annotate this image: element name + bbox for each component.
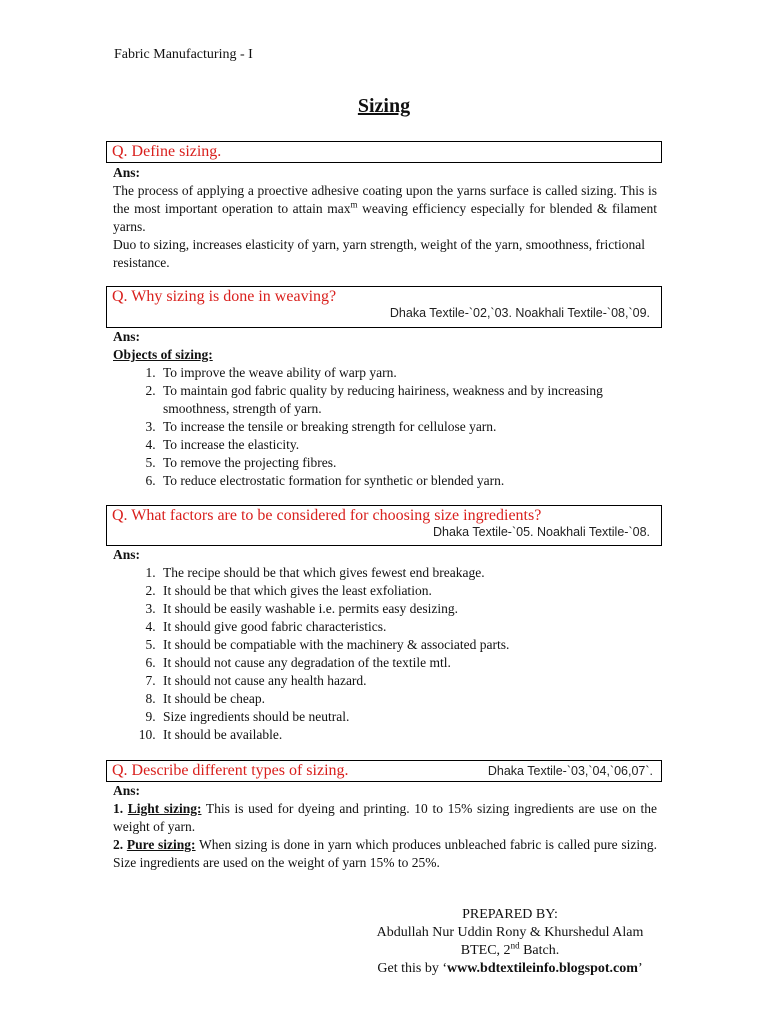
list-item: 6. It should not cause any degradation of the textile mtl. [159,654,657,672]
list-item: 3. It should be easily washable i.e. permits easy desizing. [159,600,657,618]
batch-superscript: nd [510,940,520,951]
definition-text-b: weaving efficiency especially for blended & filament yarns. [113,201,657,234]
question-why-sizing: Q. Why sizing is done in weaving? [112,288,337,305]
list-item: 5. To remove the projecting fibres. [159,454,657,472]
ans-label: Ans: [113,165,141,180]
list-item: 2. To maintain god fabric quality by reducing hairiness, weakness and by increasing smoothness, strength of yarn. [159,382,657,418]
answer-define-sizing [113,164,657,272]
answer-size-ingredients [113,546,657,744]
list-item: 8. It should be cheap. [159,690,657,708]
question-box-size-ingredients [106,505,662,546]
pure-sizing-text: When sizing is done in yarn which produces unbleached fabric is called pure sizing. Size ingredients are used on the weight of yarn 15% to 25%. [113,837,658,870]
item-number: 1. [113,801,124,816]
list-item: 1. To improve the weave ability of warp yarn. [159,364,657,382]
answer-types-of-sizing [113,782,657,872]
prepared-by-footer [340,906,680,978]
objects-list [113,364,657,490]
ans-label: Ans: [113,547,141,562]
question-box-why-sizing [106,286,662,328]
definition-superscript: m [350,199,358,210]
objects-subheading: Objects of sizing: [113,347,213,362]
batch-text-b: Batch. [519,943,560,958]
source-prefix: Get this by ‘ [377,961,447,976]
list-item: 4. To increase the elasticity. [159,436,657,454]
list-item: 7. It should not cause any health hazard. [159,672,657,690]
definition-text-a: The process of applying a proective adhesive coating upon the yarns surface is called sizing. This is the most important operation to attain max [113,183,657,216]
page-title: Sizing [357,95,411,117]
pure-sizing-term: Pure sizing: [126,837,196,852]
list-item: 6. To reduce electrostatic formation for synthetic or blended yarn. [159,472,657,490]
list-item: 4. It should give good fabric characteristics. [159,618,657,636]
ans-label: Ans: [113,783,141,798]
light-sizing-paragraph [113,800,657,836]
question-box-define-sizing [106,141,662,163]
answer-why-sizing [113,328,657,490]
source-line [340,960,680,978]
question-define-sizing: Q. Define sizing. [112,143,222,160]
effects-paragraph: Duo to sizing, increases elasticity of yarn, yarn strength, weight of the yarn, smoothness, frictional resistance. [113,237,645,270]
exam-source: Dhaka Textile-`02,`03. Noakhali Textile-`08,`09. [389,306,650,320]
ans-label: Ans: [113,329,141,344]
source-suffix: ’ [637,961,643,976]
course-header: Fabric Manufacturing - I [114,47,253,62]
source-url[interactable]: www.bdtextileinfo.blogspot.com [446,961,638,976]
pure-sizing-paragraph [113,836,657,872]
exam-source: Dhaka Textile-`03,`04,`06,07`. [487,764,653,778]
prepared-label: PREPARED BY: [462,907,558,922]
definition-paragraph [113,182,657,236]
factors-list [113,564,657,744]
question-types-of-sizing: Q. Describe different types of sizing. [112,762,349,779]
exam-source: Dhaka Textile-`05. Noakhali Textile-`08. [432,525,650,539]
question-size-ingredients: Q. What factors are to be considered for choosing size ingredients? [112,507,542,524]
list-item: 1. The recipe should be that which gives fewest end breakage. [159,564,657,582]
list-item: 10. It should be available. [159,726,657,744]
question-box-types-of-sizing [106,760,662,782]
authors: Abdullah Nur Uddin Rony & Khurshedul Alam [376,925,644,940]
list-item: 9. Size ingredients should be neutral. [159,708,657,726]
list-item: 2. It should be that which gives the least exfoliation. [159,582,657,600]
batch-text-a: BTEC, 2 [460,943,511,958]
batch-line [340,942,680,960]
light-sizing-text: This is used for dyeing and printing. 10 to 15% sizing ingredients are use on the weight of yarn. [113,801,657,834]
list-item: 3. To increase the tensile or breaking strength for cellulose yarn. [159,418,657,436]
list-item: 5. It should be compatiable with the machinery & associated parts. [159,636,657,654]
light-sizing-term: Light sizing: [127,801,202,816]
item-number: 2. [113,837,124,852]
